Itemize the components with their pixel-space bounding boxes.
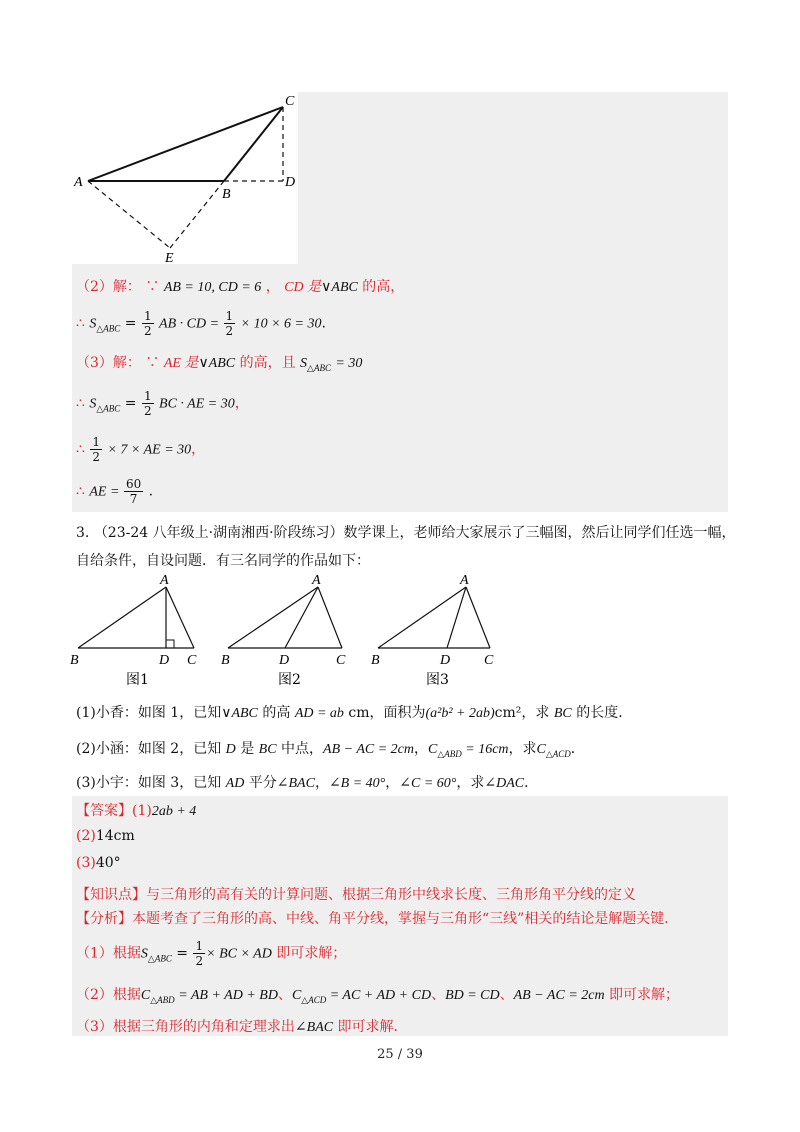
s3-ad: AD — [225, 776, 245, 791]
s1-unit: cm² — [494, 705, 522, 721]
answer-tag: 【答案】 — [76, 803, 132, 819]
answer-line1 — [76, 800, 196, 820]
part2-prefix: （2）解： — [76, 279, 141, 295]
part2-calc1: AB · CD = — [159, 316, 223, 332]
frac-num: 60 — [125, 477, 142, 491]
figure-3 — [371, 573, 494, 688]
q3-sub3 — [76, 772, 538, 792]
fig3-label-c: C — [484, 653, 494, 668]
s3-e: ， — [314, 775, 329, 791]
s2-k: ，求 — [508, 741, 537, 757]
fraction-half — [193, 940, 205, 967]
therefore-symbol: ∴ — [76, 315, 85, 332]
fig2-label-c: C — [336, 653, 346, 668]
part3-line4-lhs: AE = — [89, 484, 123, 500]
s1-j: 的长度． — [571, 705, 633, 721]
analysis-p2-f1: = AB + AD + BD — [174, 988, 278, 1003]
fig2-label-d: D — [279, 653, 290, 668]
s3-i: ，求 — [456, 775, 485, 791]
figure-1 — [70, 573, 197, 688]
area-sub: △ABC — [96, 403, 121, 414]
perimeter-sub-acd: △ACD — [301, 994, 327, 1005]
s2-sub-abd: △ABD — [437, 748, 462, 759]
part2-given: AB = 10, CD = 6 — [163, 280, 262, 295]
fig1-label-b: B — [70, 653, 79, 668]
frac-num: 1 — [143, 389, 152, 403]
s1-bc: BC — [553, 706, 572, 721]
s3-a: (3)小宇：如图 3，已知 — [76, 775, 226, 791]
fraction-half — [142, 310, 154, 337]
answer-3: 40° — [95, 855, 121, 871]
s2-bc: BC — [258, 742, 277, 757]
s2-c-abd: C — [427, 742, 438, 757]
part3-s-eq: = 30 — [335, 356, 363, 371]
triangle-abc: ∨ABC — [198, 356, 236, 371]
because-symbol: ∵ — [145, 279, 160, 295]
label-d: D — [285, 175, 296, 190]
s1-e: cm，面积为 — [343, 705, 426, 721]
analysis-p2-f3: BD = CD — [445, 988, 500, 1003]
s3-angle-bac: ∠BAC — [276, 776, 315, 791]
part2-calc2: × 10 × 6 = 30 — [240, 316, 322, 332]
part3-ae-is: AE 是 — [163, 356, 199, 371]
knowledge-text: 与三角形的高有关的计算问题、根据三角形中线求长度、三角形角平分线的定义 — [146, 887, 636, 903]
analysis-line — [76, 908, 678, 928]
triangle-abc: ∨ABC — [221, 706, 258, 721]
separator: 、 — [431, 987, 446, 1003]
s2-c-acd: C — [536, 742, 546, 757]
s1-area-expr: (a²b² + 2ab) — [425, 706, 495, 721]
q3-sub2 — [76, 738, 585, 760]
q3-sub1 — [76, 702, 632, 722]
frac-num: 1 — [225, 309, 234, 323]
because-symbol: ∵ — [145, 355, 160, 371]
page-number: 25 / 39 — [377, 1047, 423, 1062]
analysis-p3 — [76, 1016, 408, 1036]
answer-2-label: (2) — [76, 828, 96, 844]
comma: ， — [234, 395, 249, 412]
label-a: A — [74, 175, 83, 190]
s3-angle-c: ∠C = 60° — [399, 776, 457, 791]
analysis-p1-a: （1）根据 — [76, 945, 141, 962]
fig3-label-d: D — [440, 653, 451, 668]
analysis-p2-f4: AB − AC = 2cm — [513, 988, 605, 1003]
part3-line2 — [76, 390, 249, 417]
separator: 、 — [499, 987, 514, 1003]
fig2-ab — [228, 587, 318, 648]
part2-is-height: 的高， — [357, 279, 405, 295]
figures-q3 — [66, 572, 516, 692]
knowledge-line — [76, 884, 636, 904]
equals: = — [171, 945, 193, 962]
therefore-symbol: ∴ — [76, 395, 85, 412]
frac-den: 2 — [143, 404, 152, 418]
answer-line2 — [76, 828, 135, 844]
fig3-caption: 图3 — [426, 672, 449, 688]
fraction-half — [142, 390, 154, 417]
s2-c: 是 — [235, 741, 259, 757]
s1-h: ，求 — [521, 705, 554, 721]
analysis-p1 — [76, 940, 346, 967]
fig3-label-b: B — [371, 653, 380, 668]
q3-line1 — [76, 522, 736, 542]
knowledge-tag: 【知识点】 — [76, 887, 146, 903]
s2-a: (2)小涵：如图 2，已知 — [76, 741, 226, 757]
area-sub: △ABC — [147, 953, 172, 964]
answer-line3 — [76, 855, 121, 871]
analysis-text: 本题考查了三角形的高、中线、角平分线，掌握与三角形“三线”相关的结论是解题关键． — [132, 911, 679, 927]
figure-triangle-abc-top — [72, 92, 298, 264]
s2-f: AB − AC = 2cm — [323, 742, 414, 757]
triangle-abc: ∨ABC — [321, 280, 358, 295]
part2-cd-is: CD 是 — [284, 280, 322, 295]
s3-angle-dac: ∠DAC — [484, 776, 525, 791]
perimeter-c: C — [291, 988, 302, 1003]
figure-2 — [221, 573, 346, 688]
analysis-p1-c: 即可求解； — [271, 945, 347, 962]
analysis-p2-f2: = AC + AD + CD — [326, 988, 432, 1003]
fig2-ad-median — [285, 587, 318, 648]
fraction-half-2 — [224, 310, 236, 337]
analysis-p2 — [76, 984, 679, 1006]
answer-2: 14cm — [95, 828, 135, 844]
s3-angle-b: ∠B = 40° — [328, 776, 386, 791]
therefore-symbol: ∴ — [76, 441, 85, 458]
part3-line4 — [76, 478, 153, 505]
area-sub: △ABC — [96, 323, 121, 334]
figure-background — [72, 92, 298, 264]
question-text-2: 自给条件，自设问题．有三名同学的作品如下： — [76, 553, 370, 569]
fig1-label-c: C — [187, 653, 197, 668]
fig2-label-b: B — [221, 653, 230, 668]
question-number: 3. — [76, 525, 90, 541]
fraction-60-7 — [124, 478, 143, 505]
area-s: S — [140, 946, 148, 962]
area-s: S — [89, 396, 97, 412]
frac-den: 2 — [225, 324, 234, 338]
analysis-p3-a: （3）根据三角形的内角和定理求出 — [76, 1019, 295, 1035]
right-angle-mark — [166, 640, 174, 648]
label-e: E — [165, 251, 174, 264]
s2-g: ， — [413, 741, 428, 757]
s2-n: ． — [570, 741, 585, 757]
frac-num: 1 — [195, 939, 204, 953]
analysis-p1-b: × BC × AD — [206, 946, 272, 962]
fig1-ab — [78, 587, 166, 648]
s2-e: 中点， — [276, 741, 324, 757]
fig1-ac — [166, 587, 194, 648]
label-b: B — [222, 187, 231, 202]
s2-d: D — [225, 742, 236, 757]
fraction-half — [90, 436, 102, 463]
analysis-p2-b: 即可求解； — [604, 987, 680, 1003]
frac-num: 1 — [92, 435, 101, 449]
fig3-label-a: A — [460, 573, 469, 588]
part3-prefix: （3）解： — [76, 355, 141, 371]
s3-c: 平分 — [244, 775, 277, 791]
question-text-1: 数学课上，老师给大家展示了三幅图，然后让同学们任选一幅， — [343, 525, 736, 541]
analysis-p2-a: （2）根据 — [76, 987, 141, 1003]
fig2-label-a: A — [312, 573, 321, 588]
part3-height-and: 的高，且 — [235, 355, 296, 371]
part2-line2 — [76, 310, 326, 337]
fig1-label-d: D — [159, 653, 170, 668]
equals: = — [120, 395, 141, 412]
part3-line3-expr: × 7 × AE = 30 — [107, 442, 192, 458]
fig2-ac — [318, 587, 342, 648]
perimeter-c: C — [140, 988, 151, 1003]
fig2-caption: 图2 — [278, 672, 301, 688]
frac-den: 7 — [129, 492, 138, 506]
part3-line2-expr: BC · AE = 30 — [159, 396, 235, 412]
s3-g: ， — [385, 775, 400, 791]
therefore-symbol: ∴ — [76, 483, 85, 500]
equals: = — [120, 315, 141, 332]
answer-1-label: (1) — [132, 803, 152, 819]
fig3-ad-bisector — [447, 587, 466, 648]
separator: 、 — [277, 987, 292, 1003]
perimeter-sub-abd: △ABD — [150, 994, 175, 1005]
s2-sub-acd: △ACD — [545, 748, 571, 759]
part3-line1 — [76, 352, 362, 374]
fig3-ac — [466, 587, 490, 648]
analysis-p3-angle: ∠BAC — [294, 1020, 334, 1035]
frac-den: 2 — [195, 954, 204, 968]
fig1-label-a: A — [160, 573, 169, 588]
comma: ， — [265, 279, 280, 295]
period: . — [321, 315, 326, 332]
frac-den: 2 — [92, 450, 101, 464]
label-c: C — [285, 94, 295, 109]
s1-ad: AD = ab — [294, 706, 344, 721]
area-sub: △ABC — [307, 362, 331, 373]
s1-a: (1)小香：如图 1，已知 — [76, 705, 222, 721]
fig1-caption: 图1 — [126, 672, 149, 688]
fig3-ab — [378, 587, 466, 648]
frac-num: 1 — [143, 309, 152, 323]
part3-line3 — [76, 436, 205, 463]
part2-line1 — [76, 276, 404, 296]
period: . — [148, 483, 154, 500]
area-s: S — [300, 356, 308, 371]
s3-k: ． — [524, 775, 539, 791]
area-s: S — [89, 316, 97, 332]
frac-den: 2 — [143, 324, 152, 338]
s1-c: 的高 — [257, 705, 295, 721]
comma: ， — [191, 441, 206, 458]
q3-line2 — [76, 550, 370, 570]
answer-3-label: (3) — [76, 855, 96, 871]
question-source: （23-24 八年级上·湖南湘西·阶段练习） — [93, 525, 344, 541]
s2-j: = 16cm — [461, 742, 509, 757]
analysis-p3-b: 即可求解． — [333, 1019, 408, 1035]
answer-1: 2ab + 4 — [151, 804, 197, 819]
analysis-tag: 【分析】 — [76, 911, 132, 927]
